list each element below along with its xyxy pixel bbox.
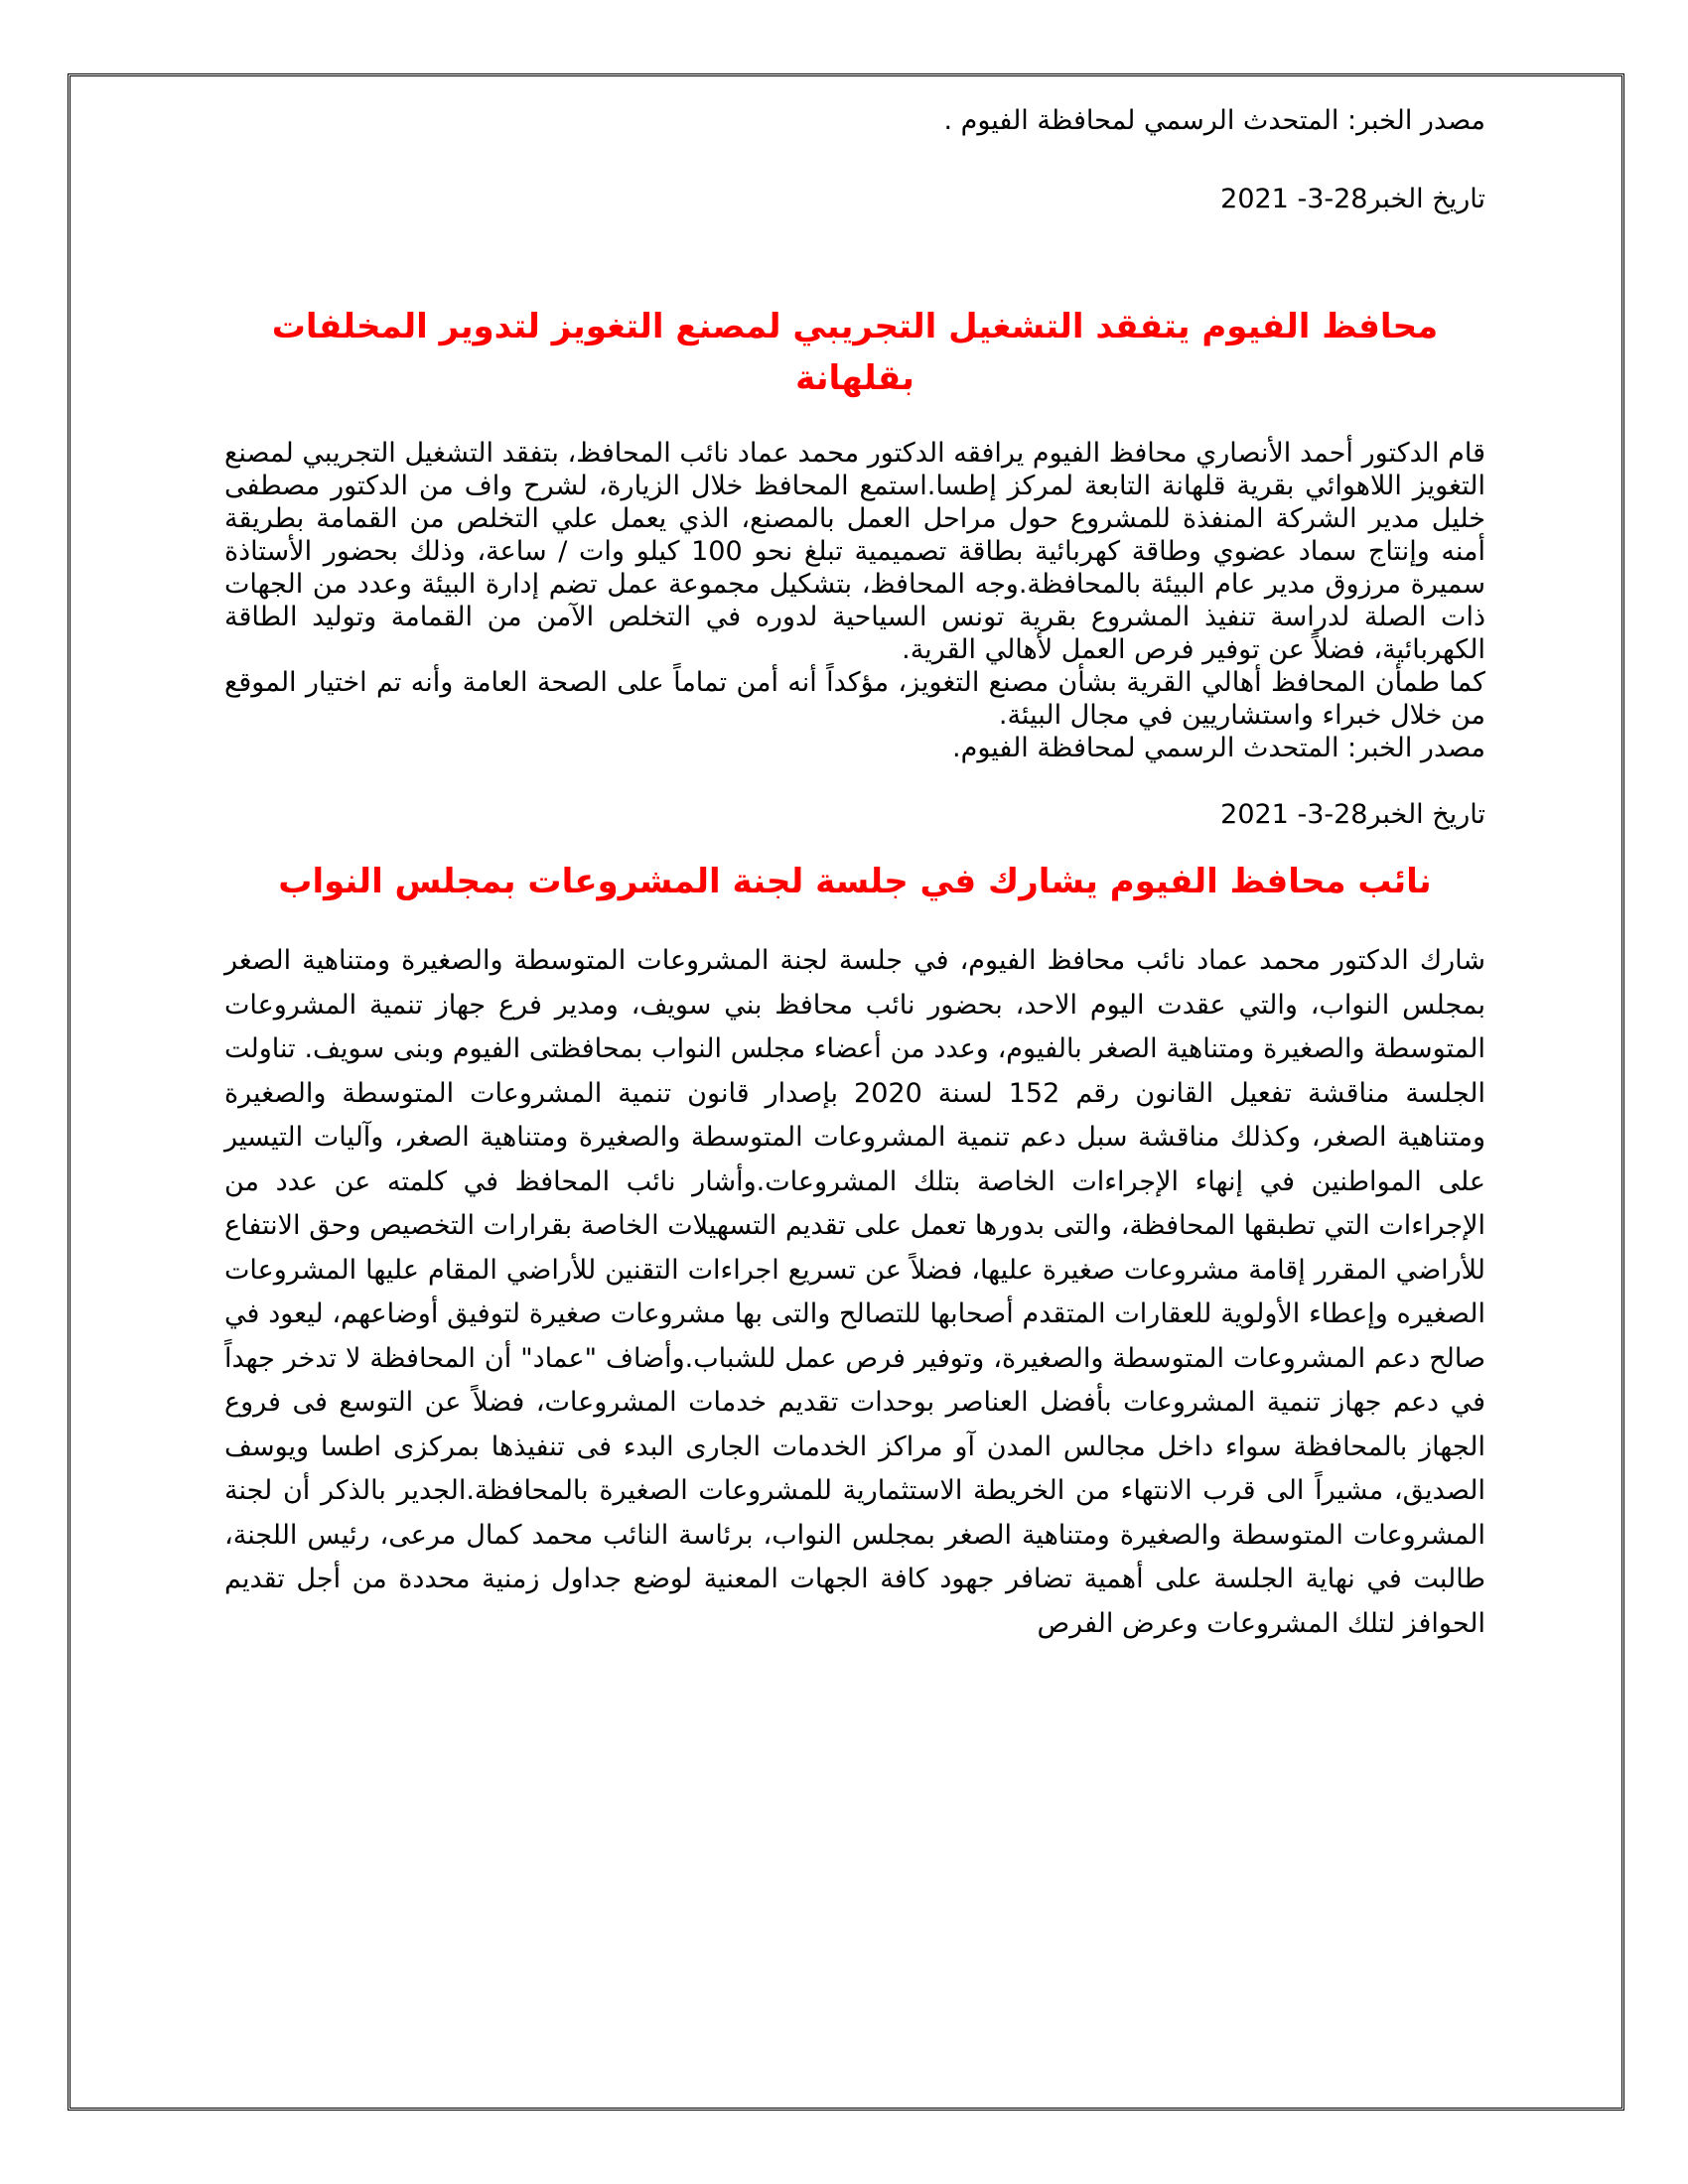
article1-body: قام الدكتور أحمد الأنصاري محافظ الفيوم يرافقه الدكتور محمد عماد نائب المحافظ، بتفقد التشغيل التجريبي لمصنع التغويز اللاهوائي بقرية قلهانة التابعة لمركز إطسا.استمع المحافظ خلال الزيارة، لشرح واف من الدكتور مصطفى خليل مدير الشركة المنفذة للمشروع حول مراحل العمل بالمصنع، الذي يعمل علي التخلص من القمامة بطريقة أمنه وإنتاج سماد عضوي وطاقة كهربائية بطاقة تصميمية تبلغ نحو 100 كيلو وات / ساعة، وذلك بحضور الأستاذة سميرة مرزوق مدير عام البيئة بالمحافظة.وجه المحافظ، بتشكيل مجموعة عمل تضم إدارة البيئة وعدد من الجهات ذات الصلة لدراسة تنفيذ المشروع بقرية تونس السياحية لدوره في التخلص الآمن من القمامة وتوليد الطاقة الكهربائية، فضلاً عن توفير فرص العمل لأهالي القرية.	[224, 438, 1486, 665]
article1-footer-source: مصدر الخبر: المتحدث الرسمي لمحافظة الفيوم.	[952, 733, 1485, 763]
article2-headline: نائب محافظ الفيوم يشارك في جلسة لجنة المشروعات بمجلس النواب	[278, 862, 1432, 901]
document-content	[224, 99, 1485, 1646]
article2-date: تاريخ الخبر28-3- 2021	[1220, 799, 1485, 830]
article1-body-2: كما طمأن المحافظ أهالي القرية بشأن مصنع التغويز، مؤكداً أنه أمن تماماً على الصحة العامة وأنه تم اختيار الموقع من خلال خبراء واستشاريين في مجال البيئة.	[224, 667, 1485, 731]
article1-headline: محافظ الفيوم يتفقد التشغيل التجريبي لمصنع التغويز لتدوير المخلفات بقلهانة	[271, 307, 1439, 398]
article2-body: شارك الدكتور محمد عماد نائب محافظ الفيوم، في جلسة لجنة المشروعات المتوسطة والصغيرة ومتناهية الصغر بمجلس النواب، والتي عقدت اليوم الاحد، بحضور نائب محافظ بني سويف، ومدير فرع جهاز تنمية المشروعات المتوسطة والصغيرة ومتناهية الصغر بالفيوم، وعدد من أعضاء مجلس النواب بمحافظتى الفيوم وبنى سويف. تناولت الجلسة مناقشة تفعيل القانون رقم 152 لسنة 2020 بإصدار قانون تنمية المشروعات المتوسطة والصغيرة ومتناهية الصغر، وكذلك مناقشة سبل دعم تنمية المشروعات المتوسطة والصغيرة ومتناهية الصغر، وآليات التيسير على المواطنين في إنهاء الإجراءات الخاصة بتلك المشروعات.وأشار نائب المحافظ في كلمته عن عدد من الإجراءات التي تطبقها المحافظة، والتى بدورها تعمل على تقديم التسهيلات الخاصة بقرارات التخصيص وحق الانتفاع للأراضي المقرر إقامة مشروعات صغيرة عليها، فضلاً عن تسريع اجراءات التقنين للأراضي المقام عليها المشروعات الصغيره وإعطاء الأولوية للعقارات المتقدم أصحابها للتصالح والتى بها مشروعات صغيرة لتوفيق أوضاعهم، ليعود في صالح دعم المشروعات المتوسطة والصغيرة، وتوفير فرص عمل للشباب.وأضاف "عماد" أن المحافظة لا تدخر جهداً في دعم جهاز تنمية المشروعات بأفضل العناصر بوحدات تقديم خدمات المشروعات، فضلاً عن التوسع فى فروع الجهاز بالمحافظة سواء داخل مجالس المدن آو مراكز الخدمات الجارى البدء فى تنفيذها بمركزى اطسا ويوسف الصديق، مشيراً الى قرب الانتهاء من الخريطة الاستثمارية للمشروعات الصغيرة بالمحافظة.الجدير بالذكر أن لجنة المشروعات المتوسطة والصغيرة ومتناهية الصغر بمجلس النواب، برئاسة النائب محمد كمال مرعى، رئيس اللجنة، طالبت في نهاية الجلسة على أهمية تضافر جهود كافة الجهات المعنية لوضع جداول زمنية محددة من أجل تقديم الحوافز لتلك المشروعات وعرض الفرص	[224, 945, 1485, 1639]
article1-body-block	[224, 437, 1485, 764]
article1-source: مصدر الخبر: المتحدث الرسمي لمحافظة الفيوم .	[943, 105, 1485, 136]
article1-date: تاريخ الخبر28-3- 2021	[1220, 184, 1485, 214]
